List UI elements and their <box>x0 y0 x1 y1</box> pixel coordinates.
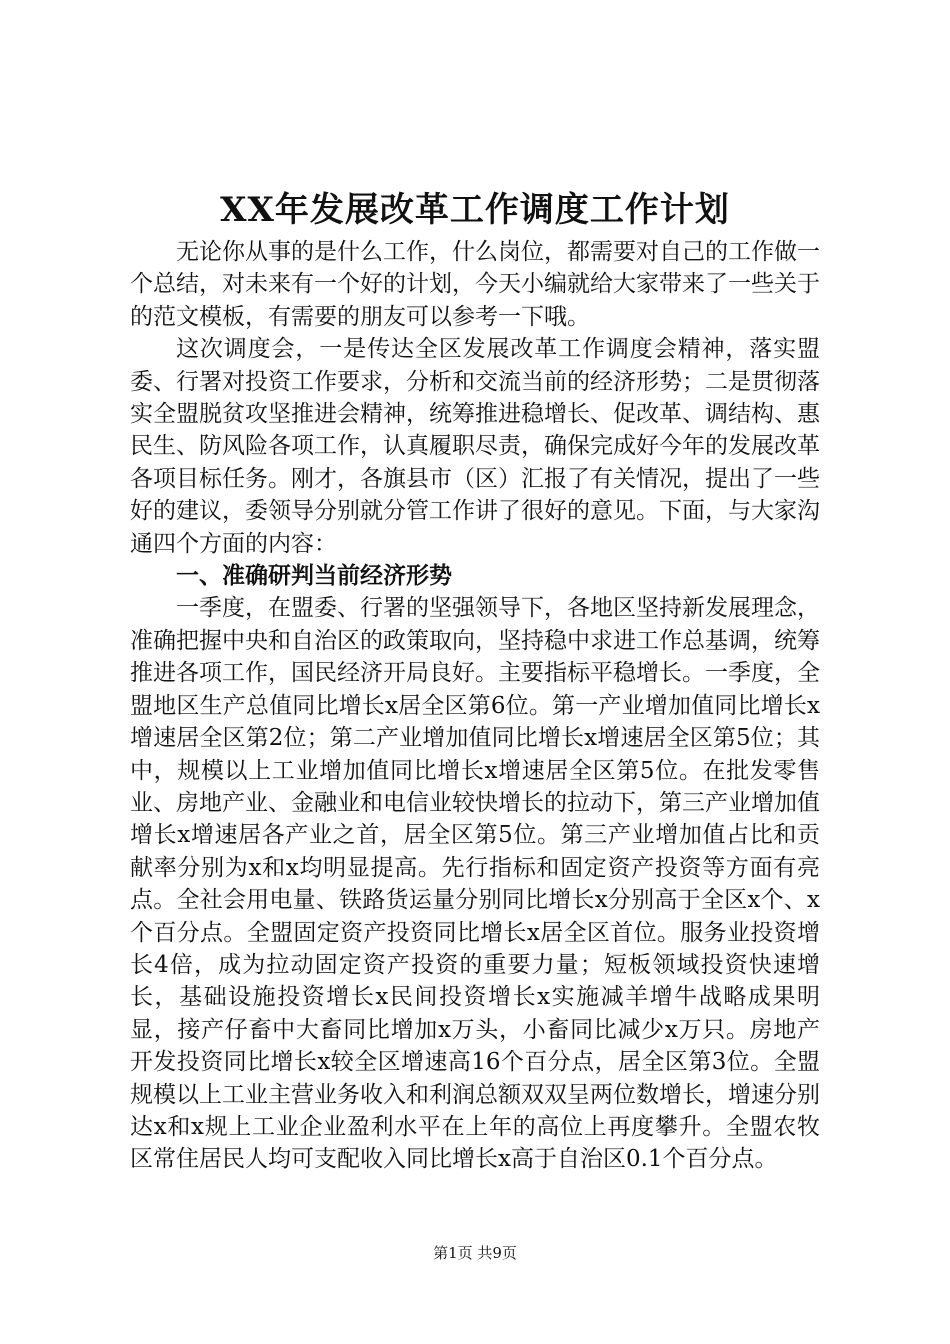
document-body <box>130 236 820 1176</box>
intro-paragraph: 无论你从事的是什么工作，什么岗位，都需要对自己的工作做一个总结，对未来有一个好的计划，今天小编就给大家带来了一些关于的范文模板，有需要的朋友可以参考一下哦。 <box>130 239 820 330</box>
economy-paragraph: 一季度，在盟委、行署的坚强领导下，各地区坚持新发展理念，准确把握中央和自治区的政策取向，坚持稳中求进工作总基调，统筹推进各项工作，国民经济开局良好。主要指标平稳增长。一季度，全盟地区生产总值同比增长x居全区第6位。第一产业增加值同比增长x增速居全区第2位；第二产业增加值同比增长x增速居全区第5位；其中，规模以上工业增加值同比增长x增速居全区第5位。在批发零售业、房地产业、金融业和电信业较快增长的拉动下，第三产业增加值增长x增速居各产业之首，居全区第5位。第三产业增加值占比和贡献率分别为x和x均明显提高。先行指标和固定资产投资等方面有亮点。全社会用电量、铁路货运量分别同比增长x分别高于全区x个、x个百分点。全盟固定资产投资同比增长x居全区首位。服务业投资增长4倍，成为拉动固定资产投资的重要力量；短板领域投资快速增长，基础设施投资增长x民间投资增长x实施减羊增牛战略成果明显，接产仔畜中大畜同比增加x万头，小畜同比减少x万只。房地产开发投资同比增长x较全区增速高16个百分点，居全区第3位。全盟规模以上工业主营业务收入和利润总额双双呈两位数增长，增速分别达x和x规上工业企业盈利水平在上年的高位上再度攀升。全盟农牧区常住居民人均可支配收入同比增长x高于自治区0.1个百分点。 <box>130 595 820 1173</box>
page-indicator: 第1页 共9页 <box>433 1244 517 1262</box>
document-title: XX年发展改革工作调度工作计划 <box>220 190 730 230</box>
section-heading: 一、准确研判当前经济形势 <box>176 562 452 590</box>
meeting-paragraph: 这次调度会，一是传达全区发展改革工作调度会精神，落实盟委、行署对投资工作要求，分析和交流当前的经济形势；二是贯彻落实全盟脱贫攻坚推进会精神，统筹推进稳增长、促改革、调结构、惠民生、防风险各项工作，认真履职尽责，确保完成好今年的发展改革各项目标任务。刚才，各旗县市（区）汇报了有关情况，提出了一些好的建议，委领导分别就分管工作讲了很好的意见。下面，与大家沟通四个方面的内容： <box>130 336 820 557</box>
